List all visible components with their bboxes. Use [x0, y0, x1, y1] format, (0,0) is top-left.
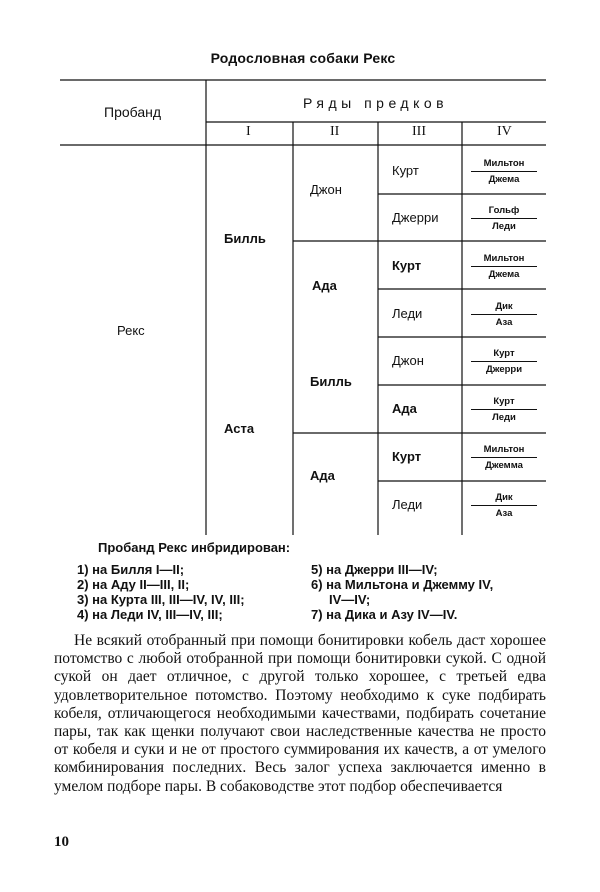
proband-header: Пробанд — [104, 104, 162, 120]
inbreeding-item: 4) на Леди IV, III—IV, III; — [77, 607, 223, 622]
inbreeding-item: 2) на Аду II—III, II; — [77, 577, 190, 592]
proband-name: Рекс — [117, 323, 145, 338]
gen4-sire: Мильтон — [471, 253, 537, 267]
table-title: Родословная собаки Рекс — [210, 50, 396, 66]
gen4-pair — [459, 444, 549, 471]
gen3-ancestor: Леди — [392, 306, 423, 321]
gen4-sire: Мильтон — [471, 444, 537, 458]
gen4-dam: Джема — [488, 174, 520, 185]
gen1-dam: Аста — [224, 421, 255, 436]
gen4-dam: Аза — [495, 317, 513, 328]
gen4-pair — [459, 492, 549, 519]
gen3-ancestor: Леди — [392, 497, 423, 512]
gen3-ancestor: Ада — [392, 401, 417, 416]
gen4-pair — [459, 205, 549, 232]
gen4-pair — [459, 348, 549, 375]
gen3-ancestor: Джерри — [392, 210, 439, 225]
gen4-dam: Джемма — [485, 460, 523, 471]
ancestors-header: Ряды предков — [303, 95, 449, 111]
page-number: 10 — [54, 834, 69, 850]
inbreeding-item: 6) на Мильтона и Джемму IV, — [311, 577, 494, 592]
gen4-dam: Джерри — [485, 364, 523, 375]
gen2-ancestor: Билль — [310, 374, 352, 389]
gen4-dam: Джема — [488, 269, 520, 280]
inbreeding-list-left — [77, 562, 245, 622]
inbreeding-item: 5) на Джерри III—IV; — [311, 562, 438, 577]
gen3-ancestor: Курт — [392, 449, 422, 464]
inbreeding-title: Пробанд Рекс инбридирован: — [98, 540, 291, 555]
body-paragraph: Не всякий отобранный при помощи бонитировки кобель даст хорошее потомство с любой отобранной при помощи бонитировки сукой. С одной сукой он дает отличное, с другой только хорошее, с третьей едва удовлетворительное потомство. Поэтому необходимо к суке подбирать кобеля, отличающегося необходимыми качествами, подбирать сочетание пары, так как щенки получают свои наследственные качества не просто от кобеля и суки и не от простого суммирования их качеств, а от умелого комбинирования последних. Весь залог успеха заключается именно в умелом подборе пары. В собаководстве этот подбор обеспечивается — [54, 632, 546, 795]
gen4-dam: Леди — [492, 412, 516, 423]
gen4-pair — [459, 158, 549, 185]
gen2-ancestor: Ада — [310, 468, 335, 483]
gen4-pair — [459, 396, 549, 423]
gen4-dam: Леди — [492, 221, 516, 232]
gen2-ancestor: Джон — [310, 182, 342, 197]
inbreeding-item: 7) на Дика и Азу IV—IV. — [311, 607, 458, 622]
gen4-sire: Мильтон — [471, 158, 537, 172]
gen-label-2: II — [330, 124, 340, 139]
gen-label-4: IV — [497, 124, 512, 139]
inbreeding-item: 3) на Курта III, III—IV, IV, III; — [77, 592, 245, 607]
gen4-sire: Курт — [471, 396, 537, 410]
gen4-dam: Аза — [495, 508, 513, 519]
gen4-sire: Курт — [471, 348, 537, 362]
inbreeding-item: 1) на Билля I—II; — [77, 562, 185, 577]
gen4-sire: Гольф — [471, 205, 537, 219]
gen4-pair — [459, 301, 549, 328]
inbreeding-item: IV—IV; — [329, 592, 371, 607]
gen-label-3: III — [412, 124, 426, 139]
gen4-sire: Дик — [471, 492, 537, 506]
gen1-sire: Билль — [224, 231, 266, 246]
gen4-sire: Дик — [471, 301, 537, 315]
inbreeding-list-right — [311, 562, 493, 622]
gen3-ancestor: Курт — [392, 163, 419, 178]
gen4-pair — [459, 253, 549, 280]
gen2-ancestor: Ада — [312, 278, 337, 293]
gen3-ancestor: Джон — [392, 353, 424, 368]
gen-label-1: I — [246, 124, 251, 139]
gen3-ancestor: Курт — [392, 258, 422, 273]
